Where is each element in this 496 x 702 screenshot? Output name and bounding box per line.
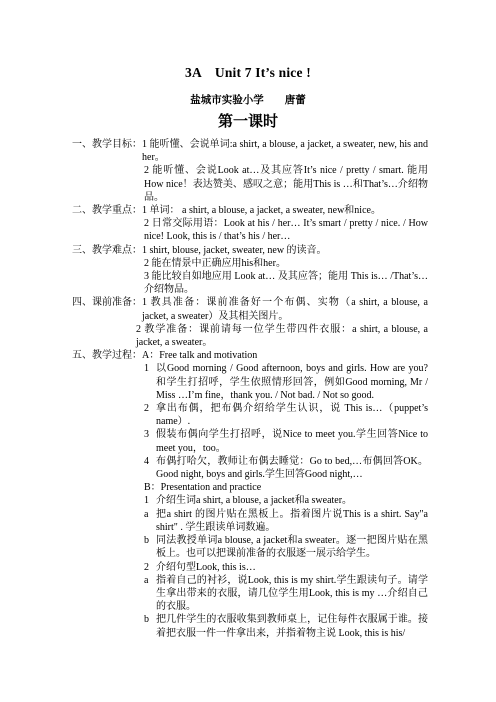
list-item: 1 教具准备：课前准备好一个布偶、实物（a shirt, a blouse, a jacket, a sweater）及其相关图片。 bbox=[142, 297, 428, 322]
preparation-section bbox=[72, 296, 428, 322]
item-text: 以Good morning / Good afternoon, boys and girls. How are you? 和学生打招呼，学生依照情形回答，例如Good morning, Mr / Miss …I’m fine，thank you. / Not bad. / Not so good. bbox=[156, 363, 428, 401]
item-number: 3 bbox=[144, 429, 149, 441]
item-text: 拿出布偶，把布偶介绍给学生认识，说 This is…（puppet’s name）. bbox=[156, 403, 428, 428]
list-item bbox=[144, 402, 428, 428]
key-points-section bbox=[72, 204, 428, 217]
item-number: 1 bbox=[144, 363, 149, 375]
item-number: b bbox=[144, 614, 149, 626]
item-number: 4 bbox=[144, 455, 149, 467]
list-item: 1 shirt, blouse, jacket, sweater, new 的读音。 bbox=[142, 244, 327, 256]
lesson-heading: 第一课时 bbox=[217, 114, 278, 130]
list-item bbox=[144, 561, 428, 574]
item-text: 介绍句型Look, this is… bbox=[156, 561, 256, 573]
section-label: 五、教学过程： bbox=[72, 350, 142, 362]
item-text: 布偶打哈欠，教师让布偶去睡觉：Go to bed,…布偶回答OK。Good night, boys and girls.学生回答Good night,… bbox=[156, 455, 428, 481]
list-item bbox=[144, 428, 428, 454]
objectives-section bbox=[72, 138, 428, 164]
subsection-heading: A：Free talk and motivation bbox=[142, 350, 258, 362]
list-item bbox=[144, 613, 428, 639]
lesson-plan-body bbox=[72, 138, 428, 640]
list-item bbox=[144, 508, 428, 534]
list-item: 2 能听懂、会说Look at…及其应答It’s nice / pretty / smart. 能用How nice！表达赞美、感叹之意；能用This is …和That’s…介绍物品。 bbox=[144, 165, 428, 203]
process-list-a bbox=[72, 362, 428, 639]
section-label: 四、课前准备： bbox=[72, 297, 142, 309]
list-item bbox=[144, 494, 428, 507]
list-item bbox=[144, 362, 428, 402]
process-section bbox=[72, 349, 428, 362]
list-item: 2 教学准备：课前请每一位学生带四件衣服：a shirt, a blouse, a jacket, a sweater。 bbox=[136, 323, 428, 349]
section-label: 二、教学重点： bbox=[72, 205, 142, 217]
item-number: 2 bbox=[144, 561, 149, 573]
author-line: 盐城市实验小学 唐蕾 bbox=[190, 95, 306, 106]
item-text: 指着自己的衬衫，说Look, this is my shirt.学生跟读句子。请学生拿出带来的衣服，请几位学生用Look, this is my …介绍自己的衣服。 bbox=[156, 574, 428, 613]
list-item bbox=[144, 455, 428, 481]
list-item bbox=[144, 574, 428, 614]
list-item: 1 能听懂、会说单词:a shirt, a blouse, a jacket, a sweater, new, his and her。 bbox=[142, 139, 428, 164]
item-text: 把几件学生的衣服收集到教师桌上，记住每件衣服属于谁。接着把衣服一件一件拿出来，并指着物主说 Look, this is his/ bbox=[156, 614, 428, 639]
section-label: 三、教学难点： bbox=[72, 244, 142, 256]
item-text: 把a shirt 的图片贴在黑板上。指着图片说This is a shirt. Say"a shirt" . 学生跟读单词数遍。 bbox=[156, 508, 428, 533]
item-text: 同法教授单词a blouse, a jacket和a sweater。逐一把图片贴在黑板上。也可以把课前准备的衣服逐一展示给学生。 bbox=[156, 535, 428, 560]
item-number: b bbox=[144, 535, 149, 547]
item-number: 1 bbox=[144, 495, 149, 507]
list-item: 1 单词： a shirt, a blouse, a jacket, a sweater, new和nice。 bbox=[142, 205, 381, 217]
subsection-heading: B：Presentation and practice bbox=[144, 482, 262, 494]
item-text: 假装布偶向学生打招呼，说Nice to meet you.学生回答Nice to meet you，too。 bbox=[156, 429, 428, 454]
list-item: 2 能在情景中正确应用his和her。 bbox=[144, 257, 286, 269]
difficulties-section bbox=[72, 244, 428, 257]
item-number: a bbox=[144, 508, 149, 520]
item-number: a bbox=[144, 574, 149, 586]
list-item bbox=[144, 534, 428, 560]
item-number: 2 bbox=[144, 403, 149, 415]
section-label: 一、教学目标： bbox=[72, 139, 142, 150]
item-text: 介绍生词a shirt, a blouse, a jacket和a sweater。 bbox=[156, 495, 353, 507]
list-item: 3 能比较自如地应用 Look at… 及其应答；能用 This is… /That’s…介绍物品。 bbox=[144, 271, 428, 296]
list-item: 2 日常交际用语：Look at his / her… It’s smart / pretty / nice. / How nice! Look, this is / that’s his / her… bbox=[144, 218, 428, 243]
document-title: 3A Unit 7 It’s nice ! bbox=[185, 65, 311, 80]
